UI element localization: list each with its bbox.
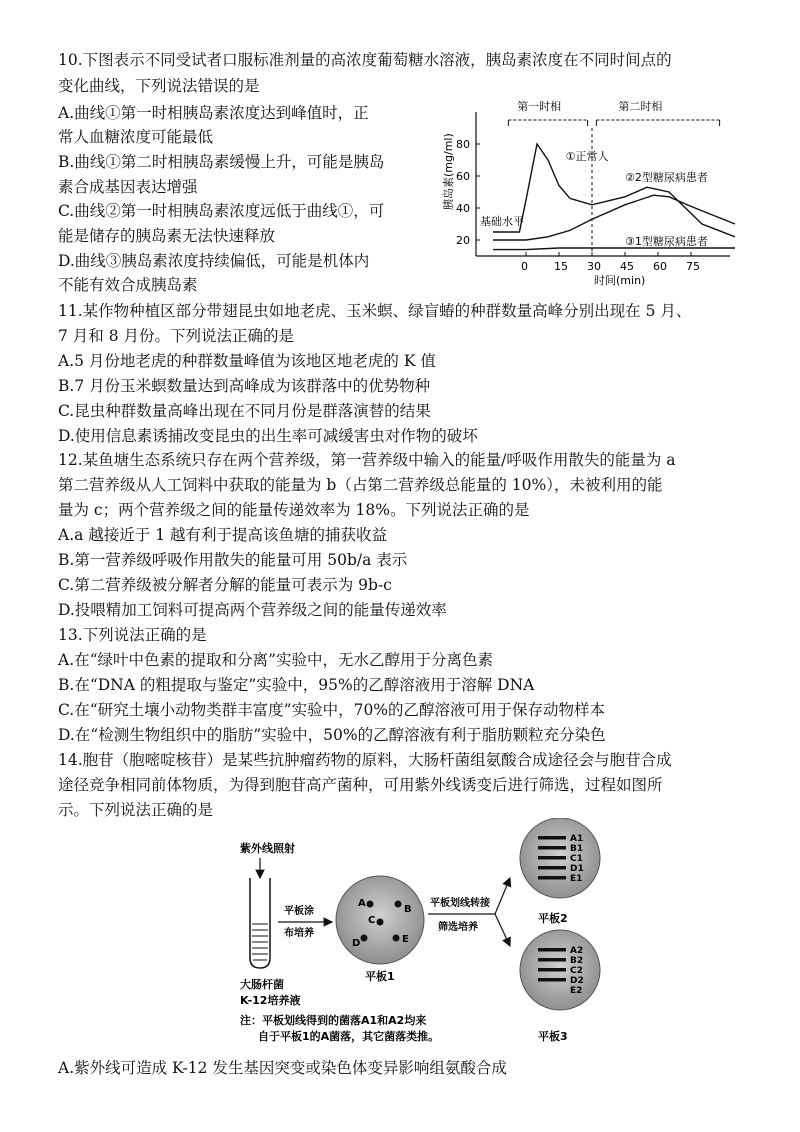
q14-stem-line2: 途径竞争相同前体物质，为得到胞苷高产菌种，可用紫外线诱变后进行筛选，过程如图所 xyxy=(58,776,663,794)
x-axis-label: 时间(min) xyxy=(594,274,646,287)
q14-stem-line3: 示。下列说法正确的是 xyxy=(58,801,214,819)
plate2-label-a1: A1 xyxy=(570,834,584,844)
phase1-label: 第一时相 xyxy=(517,100,562,113)
plate3-label-d2: D2 xyxy=(570,976,584,986)
q11-option-a: A.5 月份地老虎的种群数量峰值为该地区地老虎的 K 值 xyxy=(58,352,436,370)
streak-arrow-down xyxy=(495,914,510,946)
diagram-note-1: 注：平板划线得到的菌落A1和A2均来 xyxy=(240,1014,427,1027)
tube-label-2: K-12培养液 xyxy=(240,994,301,1007)
q14-option-a: A.紫外线可造成 K-12 发生基因突变或染色体变异影响组氨酸合成 xyxy=(58,1059,507,1077)
streak-label-2: 筛选培养 xyxy=(438,922,478,933)
q13-option-d: D.在“检测生物组织中的脂肪”实验中，50%的乙醇溶液有利于脂肪颗粒充分染色 xyxy=(58,726,606,744)
plate3-label-c2: C2 xyxy=(570,966,583,976)
q12-option-a: A.a 越接近于 1 越有利于提高该鱼塘的捕获收益 xyxy=(58,526,388,544)
culture-liquid xyxy=(252,924,268,960)
q12-stem-line3: 量为 c；两个营养级之间的能量传递效率为 18%。下列说法正确的是 xyxy=(58,501,530,519)
y-tick-label: 40 xyxy=(456,202,470,215)
colony-a-label: A xyxy=(358,898,366,909)
q11-stem-line1: 11.某作物种植区部分带翅昆虫如地老虎、玉米螟、绿盲蝽的种群数量高峰分别出现在 5 月、 xyxy=(58,302,692,320)
streak-label-1: 平板划线转接 xyxy=(430,898,490,909)
uv-label: 紫外线照射 xyxy=(240,842,295,855)
q13-option-c: C.在“研究土壤小动物类群丰富度”实验中，70%的乙醇溶液可用于保存动物样本 xyxy=(58,701,606,719)
series-line-1 xyxy=(493,144,735,237)
x-tick-label: 75 xyxy=(686,260,700,273)
x-tick-label: 0 xyxy=(521,260,528,273)
series-line-3 xyxy=(493,248,735,250)
q13-stem: 13.下列说法正确的是 xyxy=(58,626,207,644)
q10-option-c-line2: 能是储存的胰岛素无法快速释放 xyxy=(58,227,276,245)
series-label-1: ①正常人 xyxy=(565,150,609,163)
spread-label-2: 布培养 xyxy=(284,928,314,939)
y-tick-label: 80 xyxy=(456,138,470,151)
q10-option-d-line1: D.曲线③胰岛素浓度持续偏低，可能是机体内 xyxy=(58,252,370,270)
plate3-label-a2: A2 xyxy=(570,946,584,956)
q11-option-b: B.7 月份玉米螟数量达到高峰成为该群落中的优势物种 xyxy=(58,377,431,395)
plate2-label-e1: E1 xyxy=(570,874,583,884)
q10-option-a-line1: A.曲线①第一时相胰岛素浓度达到峰值时，正 xyxy=(58,104,369,122)
y-axis-label: 胰岛素(mg/ml) xyxy=(442,133,455,210)
q14-stem-line1: 14.胞苷（胞嘧啶核苷）是某些抗肿瘤药物的原料，大肠杆菌组氨酸合成途径会与胞苷合成 xyxy=(58,751,672,769)
q10-option-b-line2: 素合成基因表达增强 xyxy=(58,178,198,196)
q13-option-b: B.在“DNA 的粗提取与鉴定”实验中，95%的乙醇溶液用于溶解 DNA xyxy=(58,676,535,694)
q10-stem-line2: 变化曲线，下列说法错误的是 xyxy=(58,77,260,95)
colony-b-label: B xyxy=(404,904,412,915)
q10-option-a-line2: 常人血糖浓度可能最低 xyxy=(58,128,214,146)
streak-arrow-up xyxy=(495,878,510,914)
x-tick-label: 30 xyxy=(587,260,601,273)
y-tick-label: 60 xyxy=(456,170,470,183)
x-tick-label: 60 xyxy=(653,260,667,273)
q12-stem-line2: 第二营养级从人工饲料中获取的能量为 b（占第二营养级总能量的 10%），未被利用的能 xyxy=(58,476,663,494)
q10-option-d-line2: 不能有效合成胰岛素 xyxy=(58,276,198,294)
x-tick-label: 45 xyxy=(620,260,634,273)
colony-e-label: E xyxy=(402,934,409,945)
q10-option-b-line1: B.曲线①第二时相胰岛素缓慢上升，可能是胰岛 xyxy=(58,153,385,171)
colony-d-label: D xyxy=(352,938,361,949)
q12-stem-line1: 12.某鱼塘生态系统只存在两个营养级，第一营养级中输入的能量/呼吸作用散失的能量为 a xyxy=(58,451,676,469)
plate2-label: 平板2 xyxy=(538,912,568,925)
colony-c-label: C xyxy=(368,915,376,926)
q12-option-d: D.投喂精加工饲料可提高两个营养级之间的能量传递效率 xyxy=(58,601,447,619)
plate3-labels xyxy=(570,946,584,996)
insulin-chart xyxy=(440,92,760,292)
q12-option-b: B.第一营养级呼吸作用散失的能量可用 50b/a 表示 xyxy=(58,551,408,569)
phase2-label: 第二时相 xyxy=(618,100,663,113)
spread-label-1: 平板涂 xyxy=(284,906,314,917)
q11-option-c: C.昆虫种群数量高峰出现在不同月份是群落演替的结果 xyxy=(58,402,431,420)
diagram-note-2: 自于平板1的A菌落，其它菌落类推。 xyxy=(258,1030,440,1043)
plate1-label: 平板1 xyxy=(365,970,395,983)
plate2-labels xyxy=(570,834,584,884)
q10-option-c-line1: C.曲线②第一时相胰岛素浓度远低于曲线①，可 xyxy=(58,202,385,220)
plate3-label-e2: E2 xyxy=(570,986,583,996)
plate2-label-d1: D1 xyxy=(570,864,584,874)
q10-stem-line1: 10.下图表示不同受试者口服标准剂量的高浓度葡萄糖水溶液，胰岛素浓度在不同时间点的 xyxy=(58,51,672,69)
plate2-label-c1: C1 xyxy=(570,854,583,864)
series-label-2: ②2型糖尿病患者 xyxy=(625,170,708,184)
q11-option-d: D.使用信息素诱捕改变昆虫的出生率可减缓害虫对作物的破坏 xyxy=(58,427,478,445)
series-line-2 xyxy=(493,195,735,240)
baseline-label: 基础水平 xyxy=(480,215,524,229)
series-label-3: ③1型糖尿病患者 xyxy=(625,234,708,248)
plate3-label: 平板3 xyxy=(538,1030,568,1043)
plate3-label-b2: B2 xyxy=(570,956,584,966)
y-tick-label: 20 xyxy=(456,234,470,247)
x-tick-label: 15 xyxy=(554,260,568,273)
tube-label-1: 大肠杆菌 xyxy=(240,978,284,991)
q13-option-a: A.在“绿叶中色素的提取和分离”实验中，无水乙醇用于分离色素 xyxy=(58,651,493,669)
q12-option-c: C.第二营养级被分解者分解的能量可表示为 9b-c xyxy=(58,576,392,594)
q11-stem-line2: 7 月和 8 月份。下列说法正确的是 xyxy=(58,327,295,345)
mutagenesis-diagram xyxy=(220,818,620,1050)
plate2-label-b1: B1 xyxy=(570,844,584,854)
